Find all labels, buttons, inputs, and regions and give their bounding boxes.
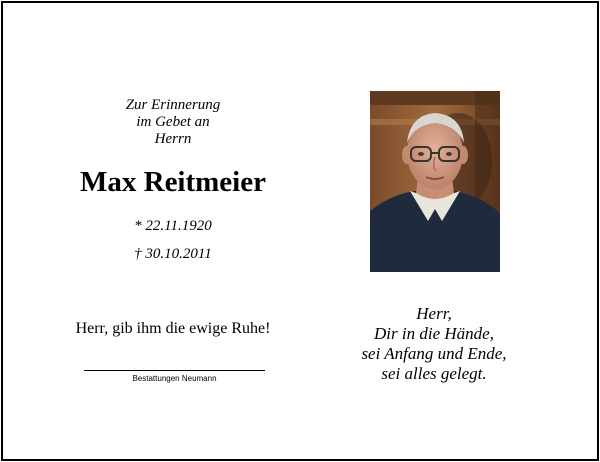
verse-line-3: sei Anfang und Ende, — [361, 344, 507, 363]
intro-line-2: im Gebet an — [136, 114, 210, 130]
death-date: † 30.10.2011 — [134, 246, 212, 262]
prayer-text: Herr, gib ihm die ewige Ruhe! — [75, 320, 271, 337]
intro-line-1: Zur Erinnerung — [125, 97, 221, 113]
birth-date: * 22.11.1920 — [134, 218, 212, 234]
verse-line-4: sei alles gelegt. — [381, 364, 487, 383]
deceased-name: Max Reitmeier — [80, 166, 266, 198]
verse-line-1: Herr, — [416, 304, 452, 323]
memorial-card — [1, 1, 599, 461]
undertaker-name: Bestattungen Neumann — [132, 374, 217, 383]
remembrance-intro — [73, 97, 273, 148]
verse-text — [339, 304, 529, 384]
intro-line-3: Herrn — [154, 131, 192, 147]
portrait-photo — [370, 91, 500, 272]
divider-line — [84, 370, 265, 371]
verse-line-2: Dir in die Hände, — [374, 324, 494, 343]
